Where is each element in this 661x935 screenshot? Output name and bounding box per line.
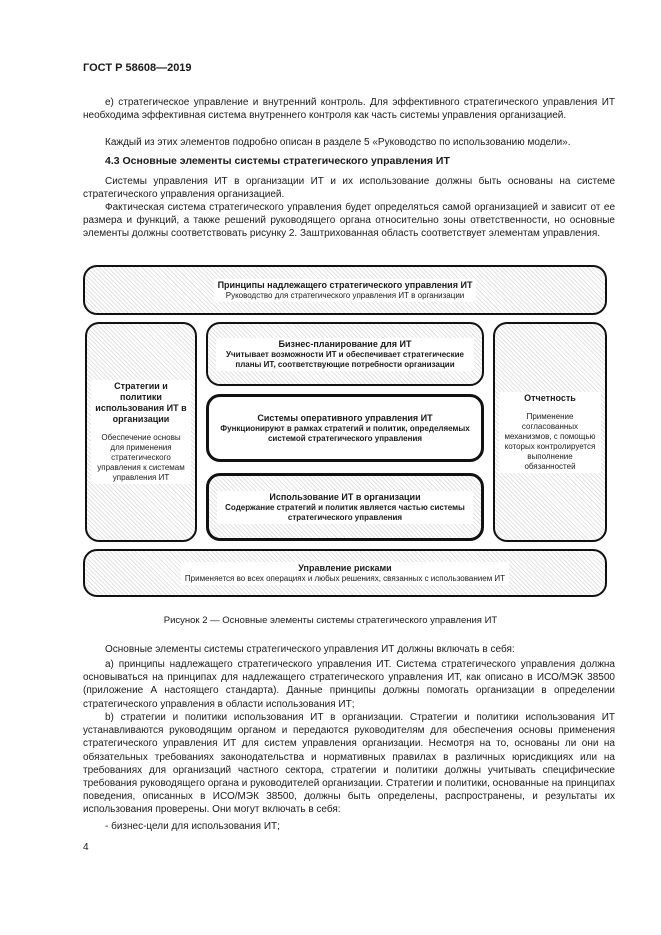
strategies-text <box>91 380 191 484</box>
principles-box <box>83 265 607 315</box>
it-use-text <box>217 491 473 524</box>
it-use-subtitle: Содержание стратегий и политик является частью системы стратегического управления <box>225 502 465 522</box>
risk-box <box>83 549 607 597</box>
accountability-subtitle: Применение согласованных механизмов, с помощью которых контролируется выполнение обязанностей <box>504 411 596 471</box>
it-use-box <box>206 473 484 541</box>
paragraph-systems-intro: Системы управления ИТ в организации ИТ и их использование должны быть основаны на системе стратегического управления организацией. <box>83 176 615 201</box>
business-planning-title: Бизнес-планирование для ИТ <box>278 338 412 349</box>
paragraph-actual-system: Фактическая система стратегического управления будет определяться самой организацией и зависит от ее размера и функций, а также решений руководящего органа относительно зоны ответственности, но основные элементы должны соответствовать рисунку 2. Заштрихованная область соответствует элементам управления. <box>83 202 615 240</box>
risk-text <box>181 562 509 585</box>
paragraph-item-b: b) стратегии и политики использования ИТ в организации. Стратегии и политики использования ИТ устанавливаются руководящим органом и передаются руководителям для обеспечения основы применения стратегического управления ИТ для систем управления организации. Несмотря на то, основаны ли они на обязательных требованиях законодательства и нормативных правилах в различных юрисдикциях или на требованиях для организаций частного сектора, стратегии и политики должны учитывать специфические требования руководящего органа и руководителей организации. Стратегии и политики, основанные на принципах поведения, описанных в ИСО/МЭК 38500, должны быть определены, распространены, и результаты их использования проверены. Они могут включать в себя: <box>83 712 615 816</box>
operational-systems-subtitle: Функционируют в рамках стратегий и политик, определяемых системой стратегического управления <box>220 423 470 443</box>
accountability-box <box>493 322 607 542</box>
business-planning-box <box>206 322 484 386</box>
strategies-subtitle: Обеспечение основы для применения стратегического управления к системам управления ИТ <box>97 433 185 482</box>
accountability-title: Отчетность <box>524 392 576 403</box>
accountability-text <box>499 392 601 473</box>
paragraph-item-e: e) стратегическое управление и внутренний контроль. Для эффективного стратегического управления ИТ необходима эффективная система внутреннего контроля как часть системы управления организацией. <box>83 97 615 122</box>
risk-subtitle: Применяется во всех операциях и любых решениях, связанных с использованием ИТ <box>184 573 506 583</box>
paragraph-main-elements: Основные элементы системы стратегического управления ИТ должны включать в себя: <box>105 644 515 655</box>
principles-text <box>214 279 477 302</box>
section-heading: 4.3 Основные элементы системы стратегического управления ИТ <box>105 155 450 167</box>
principles-subtitle: Руководство для стратегического управления ИТ в организации <box>225 290 465 300</box>
business-planning-text <box>216 338 474 371</box>
operational-systems-title: Системы оперативного управления ИТ <box>257 412 433 423</box>
paragraph-each-element: Каждый из этих элементов подробно описан в разделе 5 «Руководство по использованию модели». <box>105 137 571 148</box>
bullet-business-goals: - бизнес-цели для использования ИТ; <box>105 821 280 832</box>
strategies-box <box>85 322 197 542</box>
risk-title: Управление рисками <box>298 562 392 573</box>
strategies-title: Стратегии и политики использования ИТ в организации <box>95 381 187 424</box>
page-number: 4 <box>83 842 89 853</box>
it-use-title: Использование ИТ в организации <box>269 491 421 502</box>
operational-systems-box <box>206 394 484 462</box>
figure-caption: Рисунок 2 — Основные элементы системы стратегического управления ИТ <box>163 615 498 626</box>
paragraph-item-a: а) принципы надлежащего стратегического управления ИТ. Система стратегического управления должна основываться на принципах для надлежащего стратегического управления ИТ, как описано в ИСО/МЭК 38500 (приложение А настоящего стандарта). Данные принципы должны помогать организации в определении стратегического управления в области использования ИТ; <box>83 659 615 710</box>
principles-title: Принципы надлежащего стратегического управления ИТ <box>217 279 473 290</box>
document-header: ГОСТ Р 58608—2019 <box>83 62 192 74</box>
business-planning-subtitle: Учитывает возможности ИТ и обеспечивает стратегические планы ИТ, соответствующие потребности организации <box>226 349 464 369</box>
